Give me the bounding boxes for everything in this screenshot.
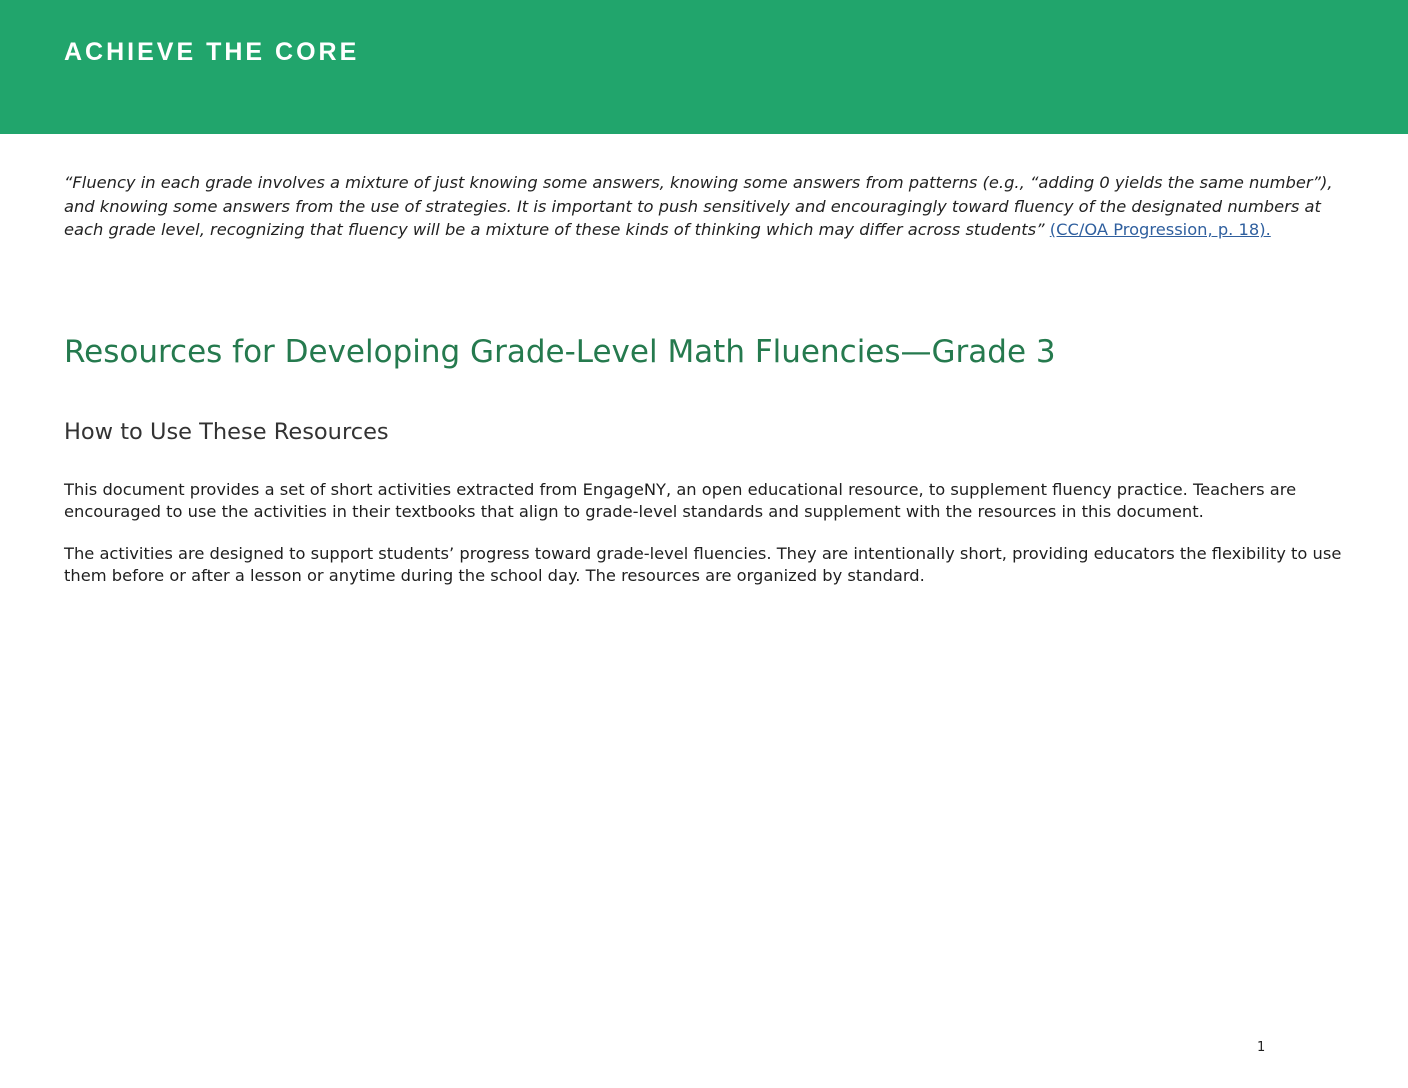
- section-heading: How to Use These Resources: [64, 419, 389, 445]
- body-paragraph: The activities are designed to support students’ progress toward grade-level fluencies. They are intentionally short, providing educators the flexibility to use them before or after a lesson or anytime during the school day. The resources are organized by standard.: [64, 544, 1342, 585]
- brand-logo-text: ACHIEVE THE CORE: [64, 38, 360, 66]
- document-title: Resources for Developing Grade-Level Math Fluencies—Grade 3: [64, 334, 1056, 370]
- page-number: 1: [1257, 1040, 1266, 1055]
- quote-text: “Fluency in each grade involves a mixture of just knowing some answers, knowing some answers from patterns (e.g., “adding 0 yields the same number”), and knowing some answers from the use of strategies. It is important to push sensitively and encouragingly toward fluency of the designated numbers at each grade level, recognizing that fluency will be a mixture of these kinds of thinking which may differ across students”: [64, 173, 1333, 240]
- progression-citation-link[interactable]: (CC/OA Progression, p. 18).: [1049, 220, 1271, 240]
- body-paragraph: This document provides a set of short activities extracted from EngageNY, an open educational resource, to supplement fluency practice. Teachers are encouraged to use the activities in their textbooks that align to grade-level standards and supplement with the resources in this document.: [64, 480, 1297, 521]
- fluency-quote: [64, 171, 1334, 242]
- header-banner: [0, 0, 1408, 134]
